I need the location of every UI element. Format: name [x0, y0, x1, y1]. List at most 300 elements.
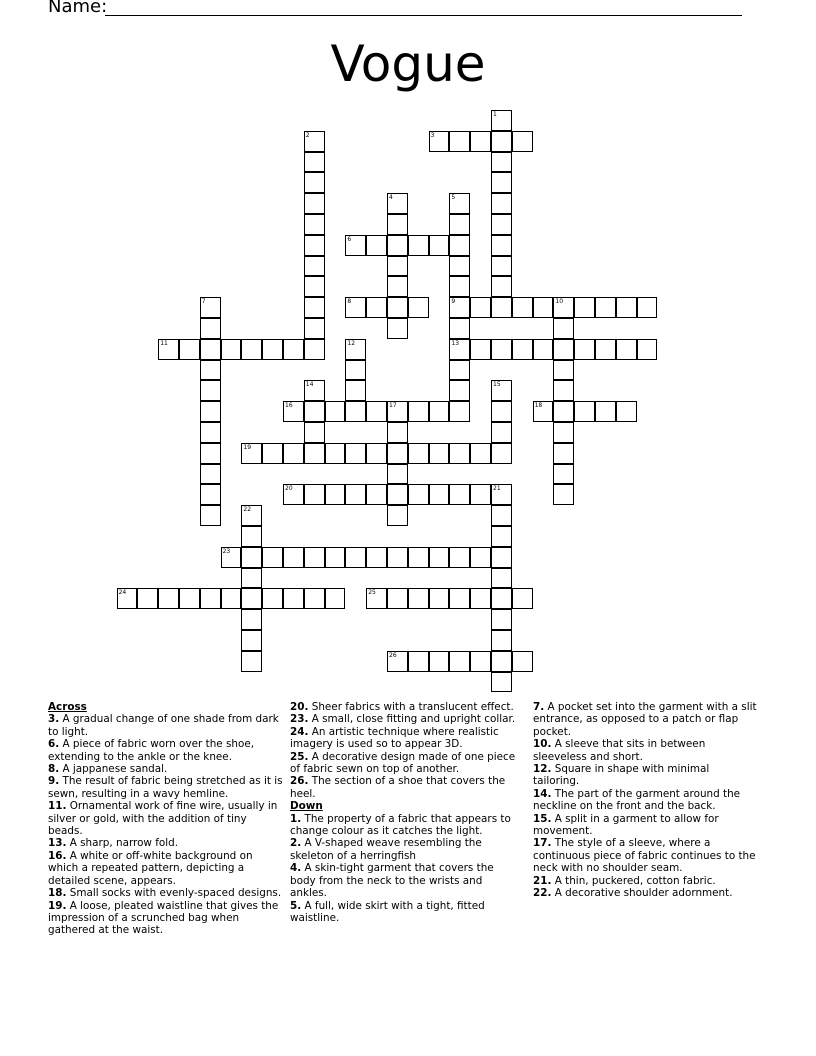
grid-cell[interactable]	[345, 339, 366, 360]
grid-cell[interactable]	[241, 339, 262, 360]
grid-cell[interactable]	[283, 547, 304, 568]
grid-cell[interactable]	[637, 297, 658, 318]
clue-text: Small socks with evenly-spaced designs.	[69, 887, 282, 900]
clue-num: 14.	[533, 787, 552, 800]
grid-cell[interactable]	[408, 484, 429, 505]
grid-cell[interactable]	[387, 588, 408, 609]
clue-number: 7	[201, 298, 206, 306]
grid-cell[interactable]	[304, 339, 325, 360]
grid-cell[interactable]	[304, 235, 325, 256]
grid-cell[interactable]	[387, 547, 408, 568]
grid-cell[interactable]	[491, 193, 512, 214]
grid-cell[interactable]	[470, 588, 491, 609]
grid-cell[interactable]	[387, 297, 408, 318]
grid-cell[interactable]	[512, 651, 533, 672]
grid-cell[interactable]	[429, 651, 450, 672]
clue-text: A gradual change of one shade from dark to light.	[48, 713, 279, 738]
grid-cell[interactable]	[429, 588, 450, 609]
grid-cell[interactable]	[533, 401, 554, 422]
grid-cell[interactable]	[283, 484, 304, 505]
grid-cell[interactable]	[387, 214, 408, 235]
grid-cell[interactable]	[387, 235, 408, 256]
grid-cell[interactable]	[512, 588, 533, 609]
grid-cell[interactable]	[449, 443, 470, 464]
grid-cell[interactable]	[325, 547, 346, 568]
grid-cell[interactable]	[200, 380, 221, 401]
grid-cell[interactable]	[325, 443, 346, 464]
grid-cell[interactable]	[491, 152, 512, 173]
clue-num: 1.	[290, 812, 302, 825]
grid-cell[interactable]	[200, 505, 221, 526]
grid-cell[interactable]	[366, 484, 387, 505]
grid-cell[interactable]	[345, 484, 366, 505]
grid-cell[interactable]	[179, 339, 200, 360]
grid-cell[interactable]	[304, 547, 325, 568]
grid-cell[interactable]	[304, 297, 325, 318]
grid-cell[interactable]	[491, 256, 512, 277]
grid-cell[interactable]	[449, 360, 470, 381]
clue-text: Ornamental work of fine wire, usually in silver or gold, with the addition of tiny beads.	[48, 800, 278, 838]
grid-cell[interactable]	[200, 318, 221, 339]
grid-cell[interactable]	[366, 401, 387, 422]
grid-cell[interactable]	[449, 318, 470, 339]
grid-cell[interactable]	[512, 297, 533, 318]
clue-item	[290, 775, 522, 800]
clue-item	[48, 887, 284, 899]
grid-cell[interactable]	[616, 297, 637, 318]
grid-cell[interactable]	[491, 609, 512, 630]
clue-number: 19	[243, 443, 252, 451]
grid-cell[interactable]	[470, 443, 491, 464]
grid-cell[interactable]	[408, 297, 429, 318]
grid-cell[interactable]	[345, 235, 366, 256]
grid-cell[interactable]	[429, 443, 450, 464]
grid-cell[interactable]	[491, 443, 512, 464]
grid-cell[interactable]	[491, 588, 512, 609]
grid-cell[interactable]	[221, 547, 242, 568]
clue-text: A decorative design made of one piece of fabric sewn on top of another.	[290, 750, 516, 776]
clue-item	[48, 800, 284, 837]
grid-cell[interactable]	[553, 422, 574, 443]
clue-column-2	[290, 701, 522, 924]
clue-num: 25.	[290, 750, 309, 763]
grid-cell[interactable]	[387, 276, 408, 297]
grid-cell[interactable]	[553, 484, 574, 505]
clue-num: 24.	[290, 725, 309, 738]
grid-cell[interactable]	[449, 276, 470, 297]
clue-text: The result of fabric being stretched as it is sewn, resulting in a wavy hemline.	[48, 775, 283, 800]
grid-cell[interactable]	[553, 464, 574, 485]
grid-cell[interactable]	[553, 318, 574, 339]
grid-cell[interactable]	[553, 443, 574, 464]
grid-cell[interactable]	[408, 401, 429, 422]
grid-cell[interactable]	[137, 588, 158, 609]
grid-cell[interactable]	[366, 443, 387, 464]
clue-num: 3.	[48, 713, 60, 726]
grid-cell[interactable]	[158, 339, 179, 360]
grid-cell[interactable]	[387, 193, 408, 214]
clue-text: A small, close fitting and upright collar.	[311, 713, 516, 726]
grid-cell[interactable]	[429, 547, 450, 568]
grid-cell[interactable]	[574, 401, 595, 422]
clue-column-3	[533, 701, 757, 900]
grid-cell[interactable]	[200, 401, 221, 422]
clue-text: A skin-tight garment that covers the body from the neck to the wrists and ankles.	[290, 862, 494, 900]
grid-cell[interactable]	[595, 339, 616, 360]
grid-cell[interactable]	[449, 588, 470, 609]
grid-cell[interactable]	[304, 193, 325, 214]
grid-cell[interactable]	[179, 588, 200, 609]
grid-cell[interactable]	[449, 380, 470, 401]
grid-cell[interactable]	[491, 297, 512, 318]
grid-cell[interactable]	[491, 172, 512, 193]
grid-cell[interactable]	[491, 401, 512, 422]
grid-cell[interactable]	[408, 443, 429, 464]
grid-cell[interactable]	[304, 172, 325, 193]
grid-cell[interactable]	[470, 547, 491, 568]
grid-cell[interactable]	[491, 547, 512, 568]
grid-cell[interactable]	[283, 588, 304, 609]
grid-cell[interactable]	[283, 339, 304, 360]
clue-text: A pocket set into the garment with a slit entrance, as opposed to a patch or flap pocket.	[533, 701, 757, 738]
grid-cell[interactable]	[345, 401, 366, 422]
clue-text: Square in shape with minimal tailoring.	[533, 763, 710, 788]
grid-cell[interactable]	[387, 464, 408, 485]
grid-cell[interactable]	[304, 380, 325, 401]
grid-cell[interactable]	[200, 443, 221, 464]
clue-item	[290, 713, 522, 725]
grid-cell[interactable]	[491, 630, 512, 651]
grid-cell[interactable]	[366, 235, 387, 256]
grid-cell[interactable]	[325, 401, 346, 422]
grid-cell[interactable]	[366, 547, 387, 568]
clue-item	[48, 900, 284, 937]
clue-item	[533, 875, 757, 887]
clue-text: A split in a garment to allow for movement.	[533, 812, 719, 838]
clue-item	[533, 788, 757, 813]
grid-cell[interactable]	[470, 651, 491, 672]
grid-cell[interactable]	[553, 401, 574, 422]
clue-column-1	[48, 701, 284, 937]
clue-number: 22	[243, 506, 252, 514]
grid-cell[interactable]	[408, 651, 429, 672]
clue-number: 20	[285, 485, 293, 493]
grid-cell[interactable]	[283, 443, 304, 464]
grid-cell[interactable]	[470, 484, 491, 505]
across-heading: Across	[48, 701, 87, 713]
clue-number: 18	[534, 402, 543, 410]
clue-number: 15	[493, 381, 501, 389]
grid-cell[interactable]	[345, 380, 366, 401]
grid-cell[interactable]	[241, 547, 262, 568]
clue-number: 26	[389, 651, 397, 659]
grid-cell[interactable]	[304, 152, 325, 173]
grid-cell[interactable]	[117, 588, 138, 609]
grid-cell[interactable]	[262, 339, 283, 360]
clue-text: A jappanese sandal.	[62, 763, 168, 776]
grid-cell[interactable]	[512, 131, 533, 152]
clue-number: 17	[389, 402, 397, 410]
clue-num: 23.	[290, 713, 309, 726]
clue-number: 2	[305, 131, 310, 139]
down-heading: Down	[290, 800, 323, 813]
grid-cell[interactable]	[304, 318, 325, 339]
grid-cell[interactable]	[304, 588, 325, 609]
clue-item	[48, 763, 284, 775]
clue-text: The style of a sleeve, where a continuous piece of fabric continues to the neck with no shoulder seam.	[533, 837, 756, 875]
grid-cell[interactable]	[491, 422, 512, 443]
grid-cell[interactable]	[387, 505, 408, 526]
grid-cell[interactable]	[221, 339, 242, 360]
grid-cell[interactable]	[241, 568, 262, 589]
clue-text: The section of a shoe that covers the heel.	[290, 775, 506, 800]
grid-cell[interactable]	[491, 505, 512, 526]
grid-cell[interactable]	[512, 339, 533, 360]
grid-cell[interactable]	[491, 339, 512, 360]
grid-cell[interactable]	[345, 443, 366, 464]
grid-cell[interactable]	[553, 360, 574, 381]
clue-item	[533, 738, 757, 763]
grid-cell[interactable]	[449, 256, 470, 277]
grid-cell[interactable]	[366, 297, 387, 318]
grid-cell[interactable]	[304, 131, 325, 152]
grid-cell[interactable]	[429, 484, 450, 505]
grid-cell[interactable]	[387, 651, 408, 672]
grid-cell[interactable]	[304, 214, 325, 235]
clue-text: A sleeve that sits in between sleeveless and short.	[533, 738, 706, 763]
grid-cell[interactable]	[200, 339, 221, 360]
grid-cell[interactable]	[200, 588, 221, 609]
clue-item	[290, 726, 522, 751]
grid-cell[interactable]	[470, 131, 491, 152]
grid-cell[interactable]	[325, 484, 346, 505]
grid-cell[interactable]	[491, 484, 512, 505]
grid-cell[interactable]	[491, 380, 512, 401]
clue-number: 1	[493, 111, 497, 118]
clue-num: 8.	[48, 763, 60, 776]
grid-cell[interactable]	[553, 380, 574, 401]
clue-item	[290, 701, 522, 713]
grid-cell[interactable]	[470, 297, 491, 318]
grid-cell[interactable]	[241, 630, 262, 651]
clue-num: 5.	[290, 899, 302, 912]
clue-item	[48, 713, 284, 738]
grid-cell[interactable]	[304, 422, 325, 443]
grid-cell[interactable]	[304, 276, 325, 297]
clue-number: 9	[451, 298, 456, 306]
clue-num: 26.	[290, 775, 309, 788]
clue-item	[533, 837, 757, 874]
clue-num: 13.	[48, 837, 67, 850]
grid-cell[interactable]	[387, 256, 408, 277]
clue-number: 8	[347, 298, 352, 306]
grid-cell[interactable]	[387, 318, 408, 339]
grid-cell[interactable]	[491, 568, 512, 589]
clue-num: 17.	[533, 837, 552, 850]
grid-cell[interactable]	[200, 484, 221, 505]
grid-cell[interactable]	[200, 422, 221, 443]
clue-number: 11	[160, 339, 168, 347]
clue-text: The property of a fabric that appears to change colour as it catches the light.	[290, 812, 511, 838]
grid-cell[interactable]	[262, 443, 283, 464]
clue-number: 6	[347, 235, 352, 243]
clue-number: 23	[222, 547, 231, 555]
clue-number: 25	[368, 589, 376, 597]
grid-cell[interactable]	[574, 297, 595, 318]
clue-text: An artistic technique where realistic imagery is used so to appear 3D.	[290, 725, 499, 751]
grid-cell[interactable]	[221, 588, 242, 609]
clue-text: A loose, pleated waistline that gives the impression of a scrunched bag when gathered at the waist.	[48, 899, 279, 937]
grid-cell[interactable]	[304, 256, 325, 277]
clue-num: 20.	[290, 701, 309, 713]
grid-cell[interactable]	[345, 360, 366, 381]
clue-num: 19.	[48, 899, 67, 912]
clue-num: 10.	[533, 738, 552, 751]
grid-cell[interactable]	[574, 339, 595, 360]
grid-cell[interactable]	[241, 609, 262, 630]
grid-cell[interactable]	[470, 339, 491, 360]
clue-item	[533, 887, 757, 899]
clue-text: A full, wide skirt with a tight, fitted waistline.	[290, 899, 485, 924]
grid-cell[interactable]	[449, 401, 470, 422]
clue-num: 15.	[533, 812, 552, 825]
grid-cell[interactable]	[449, 214, 470, 235]
grid-cell[interactable]	[491, 651, 512, 672]
grid-cell[interactable]	[408, 547, 429, 568]
grid-cell[interactable]	[262, 588, 283, 609]
grid-cell[interactable]	[595, 297, 616, 318]
grid-cell[interactable]	[637, 339, 658, 360]
clue-number: 21	[493, 485, 501, 493]
grid-cell[interactable]	[429, 131, 450, 152]
grid-cell[interactable]	[553, 297, 574, 318]
page-title: Vogue	[330, 35, 486, 93]
grid-cell[interactable]	[449, 235, 470, 256]
grid-cell[interactable]	[200, 297, 221, 318]
grid-cell[interactable]	[449, 131, 470, 152]
clue-num: 7.	[533, 701, 545, 713]
clue-number: 10	[555, 298, 564, 306]
clue-text: A white or off-white background on which a repeated pattern, depicting a detailed scene, appears.	[48, 849, 253, 887]
clue-item	[48, 837, 284, 849]
clue-item	[290, 751, 522, 776]
grid-cell[interactable]	[387, 443, 408, 464]
clue-num: 21.	[533, 874, 552, 887]
grid-cell[interactable]	[449, 547, 470, 568]
grid-cell[interactable]	[325, 588, 346, 609]
grid-cell[interactable]	[241, 588, 262, 609]
clue-text: A thin, puckered, cotton fabric.	[554, 874, 716, 887]
clue-number: 14	[305, 381, 314, 389]
name-label: Name:	[48, 0, 108, 17]
grid-cell[interactable]	[408, 588, 429, 609]
grid-cell[interactable]	[491, 110, 512, 131]
grid-cell[interactable]	[491, 526, 512, 547]
clue-num: 6.	[48, 738, 60, 751]
grid-cell[interactable]	[304, 443, 325, 464]
grid-cell[interactable]	[449, 339, 470, 360]
grid-cell[interactable]	[595, 401, 616, 422]
grid-cell[interactable]	[200, 464, 221, 485]
grid-cell[interactable]	[262, 547, 283, 568]
grid-cell[interactable]	[616, 339, 637, 360]
grid-cell[interactable]	[491, 235, 512, 256]
grid-cell[interactable]	[241, 651, 262, 672]
grid-cell[interactable]	[491, 131, 512, 152]
clue-item	[48, 738, 284, 763]
clue-text: A sharp, narrow fold.	[69, 837, 179, 850]
clue-item	[290, 837, 522, 862]
clue-number: 13	[451, 339, 460, 347]
grid-cell[interactable]	[491, 276, 512, 297]
clue-item	[290, 813, 522, 838]
clue-num: 18.	[48, 887, 67, 900]
grid-cell[interactable]	[387, 401, 408, 422]
clue-num: 4.	[290, 862, 302, 875]
clue-num: 11.	[48, 800, 67, 813]
clue-item	[533, 701, 757, 738]
grid-cell[interactable]	[429, 401, 450, 422]
grid-cell[interactable]	[345, 297, 366, 318]
clue-text: A piece of fabric worn over the shoe, extending to the ankle or the knee.	[48, 738, 255, 763]
clue-number: 24	[118, 589, 127, 597]
grid-cell[interactable]	[304, 484, 325, 505]
clue-text: The part of the garment around the neckline on the front and the back.	[533, 787, 741, 813]
clue-item	[48, 775, 284, 800]
grid-cell[interactable]	[449, 651, 470, 672]
grid-cell[interactable]	[366, 588, 387, 609]
clue-text: A V-shaped weave resembling the skeleton of a herringfish	[290, 837, 482, 862]
grid-cell[interactable]	[449, 193, 470, 214]
grid-cell[interactable]	[449, 484, 470, 505]
clue-item	[48, 850, 284, 887]
grid-cell[interactable]	[553, 339, 574, 360]
grid-cell[interactable]	[158, 588, 179, 609]
clue-number: 4	[389, 194, 393, 202]
grid-cell[interactable]	[241, 526, 262, 547]
grid-cell[interactable]	[241, 505, 262, 526]
grid-cell[interactable]	[241, 443, 262, 464]
grid-cell[interactable]	[533, 339, 554, 360]
grid-cell[interactable]	[200, 360, 221, 381]
clue-number: 3	[430, 131, 435, 139]
clue-num: 12.	[533, 763, 552, 776]
grid-cell[interactable]	[449, 297, 470, 318]
grid-cell[interactable]	[387, 484, 408, 505]
grid-cell[interactable]	[491, 672, 512, 693]
grid-cell[interactable]	[491, 214, 512, 235]
clue-number: 12	[347, 339, 356, 347]
clue-text: Sheer fabrics with a translucent effect.	[311, 701, 514, 713]
grid-cell[interactable]	[429, 235, 450, 256]
grid-cell[interactable]	[283, 401, 304, 422]
grid-cell[interactable]	[533, 297, 554, 318]
grid-cell[interactable]	[616, 401, 637, 422]
grid-cell[interactable]	[345, 547, 366, 568]
grid-cell[interactable]	[408, 235, 429, 256]
clue-num: 9.	[48, 775, 60, 788]
clue-item	[533, 813, 757, 838]
clue-number: 16	[285, 402, 293, 410]
clue-num: 2.	[290, 837, 302, 850]
clue-num: 16.	[48, 849, 67, 862]
clue-number: 5	[451, 194, 456, 202]
clue-num: 22.	[533, 887, 552, 900]
clue-item	[533, 763, 757, 788]
grid-cell[interactable]	[304, 401, 325, 422]
grid-cell[interactable]	[387, 422, 408, 443]
clue-item	[290, 862, 522, 899]
